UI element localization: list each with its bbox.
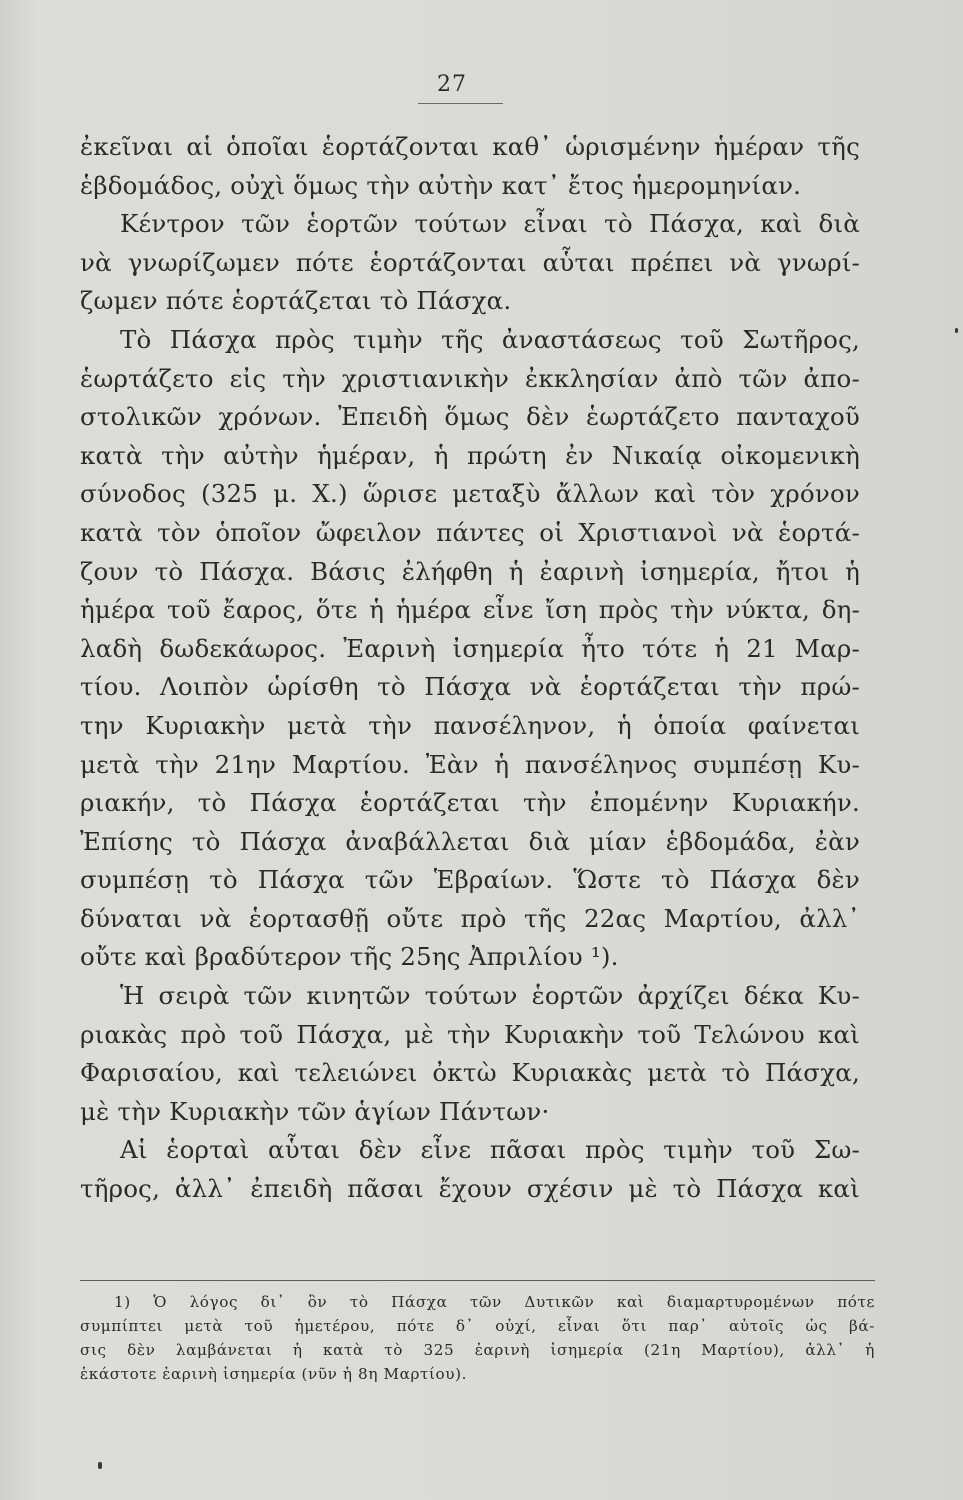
text-line: Φαρισαίου, καὶ τελειώνει ὀκτὼ Κυριακὰς μετὰ τὸ Πάσχα,: [80, 1058, 860, 1088]
main-text: [80, 128, 860, 1209]
footnote-line: σις δὲν λαμβάνεται ἡ κατὰ τὸ 325 ἐαρινὴ ἰσημερία (21η Μαρτίου), ἀλλ᾿ ἡ: [80, 1341, 875, 1359]
footnote-rule: [80, 1280, 875, 1281]
text-line: μετὰ τὴν 21ην Μαρτίου. Ἐὰν ἡ πανσέληνος συμπέσῃ Κυ-: [80, 749, 860, 779]
text-line: Ἡ σειρὰ τῶν κινητῶν τούτων ἑορτῶν ἀρχίζει δέκα Κυ-: [120, 981, 860, 1011]
text-line: μὲ τὴν Κυριακὴν τῶν ἁγίων Πάντων·: [80, 1096, 550, 1126]
text-line: Αἱ ἑορταὶ αὗται δὲν εἶνε πᾶσαι πρὸς τιμὴν τοῦ Σω-: [120, 1135, 860, 1165]
text-line: ριακὰς πρὸ τοῦ Πάσχα, μὲ τὴν Κυριακὴν τοῦ Τελώνου καὶ: [80, 1019, 860, 1049]
text-line: κατὰ τὸν ὁποῖον ὤφειλον πάντες οἱ Χριστιανοὶ νὰ ἑορτά-: [80, 517, 860, 547]
text-line: Ἐπίσης τὸ Πάσχα ἀναβάλλεται διὰ μίαν ἑβδομάδα, ἐὰν: [80, 826, 860, 856]
text-line: συμπέσῃ τὸ Πάσχα τῶν Ἑβραίων. Ὥστε τὸ Πάσχα δὲν: [80, 865, 860, 895]
text-line: τίου. Λοιπὸν ὡρίσθη τὸ Πάσχα νὰ ἑορτάζεται τὴν πρώ-: [80, 672, 860, 702]
text-line: Τὸ Πάσχα πρὸς τιμὴν τῆς ἀναστάσεως τοῦ Σωτῆρος,: [120, 324, 860, 354]
header-rule: [418, 103, 503, 104]
text-line: την Κυριακὴν μετὰ τὴν πανσέληνον, ἡ ὁποία φαίνεται: [80, 710, 860, 740]
text-line: ριακήν, τὸ Πάσχα ἑορτάζεται τὴν ἐπομένην Κυριακήν.: [80, 788, 860, 818]
footnote: [80, 1290, 875, 1386]
print-speck: [98, 1462, 102, 1469]
text-line: τῆρος, ἀλλ᾿ ἐπειδὴ πᾶσαι ἔχουν σχέσιν μὲ τὸ Πάσχα καὶ: [80, 1174, 860, 1204]
text-line: ἡμέρα τοῦ ἔαρος, ὅτε ἡ ἡμέρα εἶνε ἴση πρὸς τὴν νύκτα, δη-: [80, 595, 860, 625]
footnote-line: συμπίπτει μετὰ τοῦ ἡμετέρου, πότε δ᾿ οὐχί, εἶναι ὅτι παρ᾿ αὐτοῖς ὡς βά-: [80, 1317, 875, 1335]
text-line: ἐκεῖναι αἱ ὁποῖαι ἑορτάζονται καθ᾿ ὡρισμένην ἡμέραν τῆς: [80, 132, 860, 161]
text-line: νὰ γνωρίζωμεν πότε ἑορτάζονται αὗται πρέπει νὰ γνωρί-: [80, 247, 860, 277]
text-line: δύναται νὰ ἑορτασθῇ οὔτε πρὸ τῆς 22ας Μαρτίου, ἀλλ᾿: [80, 903, 860, 933]
text-line: ζωμεν πότε ἑορτάζεται τὸ Πάσχα.: [80, 286, 512, 316]
text-line: λαδὴ δωδεκάωρος. Ἐαρινὴ ἰσημερία ἦτο τότε ἡ 21 Μαρ-: [80, 633, 860, 663]
text-line: στολικῶν χρόνων. Ἐπειδὴ ὅμως δὲν ἑωρτάζετο πανταχοῦ: [80, 402, 860, 432]
text-line: ζουν τὸ Πάσχα. Βάσις ἐλήφθη ἡ ἐαρινὴ ἰσημερία, ἤτοι ἡ: [80, 556, 860, 586]
text-line: οὔτε καὶ βραδύτερον τῆς 25ης Ἀπριλίου ¹).: [80, 942, 619, 972]
footnote-line: ἑκάστοτε ἐαρινὴ ἰσημερία (νῦν ἡ 8η Μαρτίου).: [80, 1365, 468, 1383]
text-line: κατὰ τὴν αὐτὴν ἡμέραν, ἡ πρώτη ἐν Νικαίᾳ οἰκομενικὴ: [80, 440, 860, 470]
text-line: σύνοδος (325 μ. Χ.) ὥρισε μεταξὺ ἄλλων καὶ τὸν χρόνον: [80, 479, 860, 509]
footnote-line: 1) Ὁ λόγος δι᾿ ὃν τὸ Πάσχα τῶν Δυτικῶν καὶ διαμαρτυρομένων πότε: [114, 1293, 875, 1311]
text-line: ἑβδομάδος, οὐχὶ ὅμως τὴν αὐτὴν κατ᾿ ἔτος ἡμερομηνίαν.: [80, 170, 802, 200]
print-speck: [955, 328, 958, 333]
text-line: Κέντρον τῶν ἑορτῶν τούτων εἶναι τὸ Πάσχα, καὶ διὰ: [120, 209, 860, 239]
text-line: ἑωρτάζετο εἰς τὴν χριστιανικὴν ἐκκλησίαν ἀπὸ τῶν ἀπο-: [80, 363, 860, 393]
page-number: 27: [437, 72, 467, 97]
